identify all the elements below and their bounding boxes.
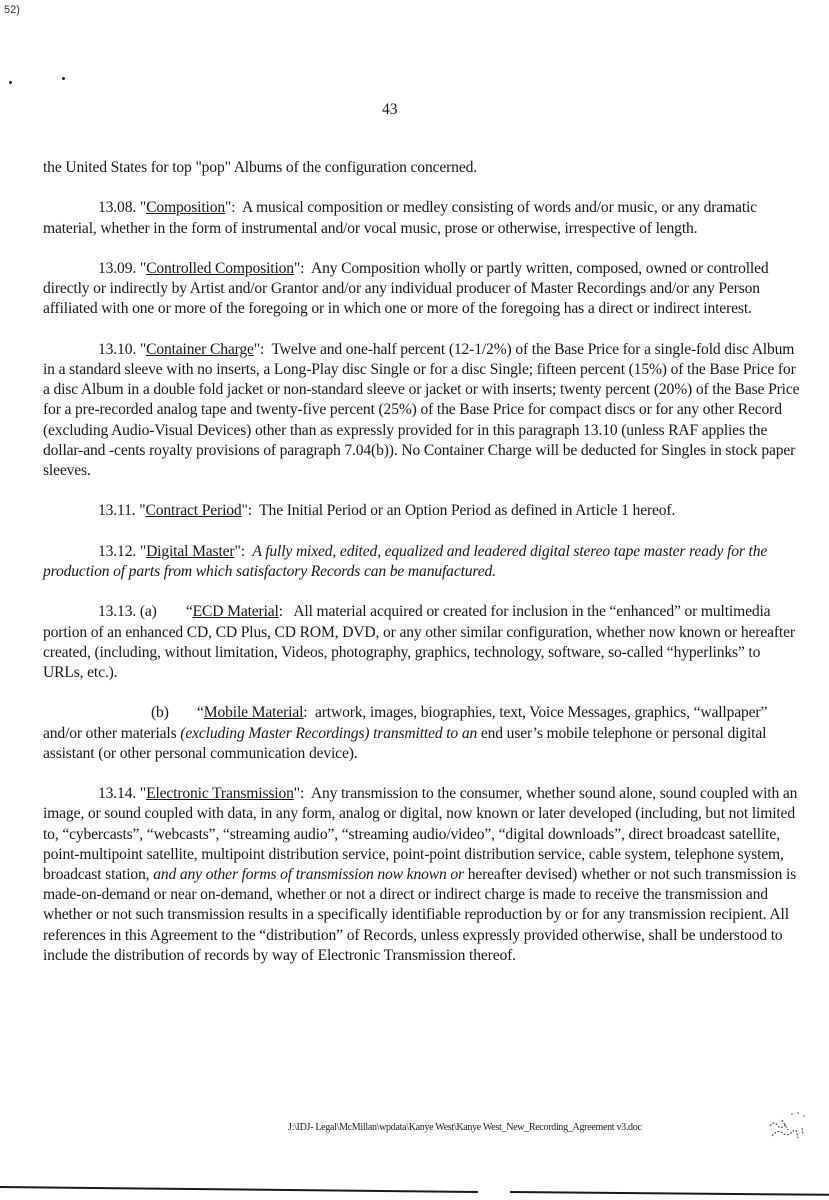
scan-speck bbox=[9, 81, 12, 84]
section-13-08: 13.08. "Composition": A musical composition or medley consisting of words and/or music, or any dramatic material, whether in the form of instrumental and/or vocal music, prose or otherwise, irrespective of length. bbox=[43, 199, 757, 237]
section-number: 13.12. bbox=[98, 542, 137, 560]
page-number: 43 bbox=[382, 101, 398, 118]
section-text: Any transmission to the consumer, whether sound alone, sound coupled with an image, or sound coupled with data, in any form, analog or digital, now known or later developed (including, but not limited to, “cybercasts”, “webcasts”, “streaming audio”, “streaming audio/video”, “digital downloads”, direct broadcast satellite, point-multipoint satellite, multipoint distribution service, point-point distribution service, cable system, telephone system, broadcast station, bbox=[43, 785, 798, 883]
section-text: A musical composition or medley consisting of words and/or music, or any dramatic material, whether in the form of instrumental and/or vocal music, prose or otherwise, irrespective of length. bbox=[43, 199, 757, 237]
section-number: 13.08. bbox=[98, 199, 137, 217]
defined-term: Digital Master bbox=[146, 542, 235, 560]
section-text: The Initial Period or an Option Period as defined in Article 1 hereof. bbox=[259, 502, 676, 520]
section-13-13a: 13.13. (a) “ECD Material: All material acquired or created for inclusion in the “enhanced” or multimedia portion of an enhanced CD, CD Plus, CD ROM, DVD, or any other similar configuration, whether now known or hereafter created, (including, without limitation, Videos, photography, graphics, technology, software, so-called “hyperlinks” to URLs, etc.). bbox=[43, 603, 795, 681]
section-text: A fully mixed, edited, equalized and leadered digital stereo tape master ready for the production of parts from which satisfactory Records can be manufactured. bbox=[43, 542, 768, 580]
section-number: 13.11. bbox=[98, 502, 136, 520]
section-text: Twelve and one-half percent (12-1/2%) of the Base Price for a single-fold disc Album in a standard sleeve with no inserts, a Long-Play disc Single or for a disc Single; fifteen percent (15%) of the Base Price for a disc Album in a double fold jacket or non-standard sleeve or jacket or with inserts; twenty percent (20%) of the Base Price for a pre-recorded analog tape and twenty-five percent (25%) of the Base Price for compact discs or for any other Record (excluding Audio-Visual Devices) other than as expressly provided for in this paragraph 13.10 (unless RAF applies the dollar-and -cents royalty provisions of paragraph 7.04(b)). No Container Charge will be deducted for Singles in stock paper sleeves. bbox=[43, 340, 800, 479]
scan-speck bbox=[62, 77, 65, 80]
section-13-13b: (b) “Mobile Material: artwork, images, biographies, text, Voice Messages, graphics, “wallpaper” and/or other materials (excluding Master Recordings) transmitted to an end user’s mobile telephone or personal digital assistant (or other personal communication device). bbox=[43, 704, 768, 762]
section-13-12: 13.12. "Digital Master": A fully mixed, edited, equalized and leadered digital stereo tape master ready for the production of parts from which satisfactory Records can be manufactured. bbox=[43, 542, 768, 580]
defined-term: Controlled Composition bbox=[146, 259, 294, 277]
footer-file-path: J:\IDJ- Legal\McMillan\wpdata\Kanye West\Kanye West_New_Recording_Agreement v3.doc bbox=[288, 1122, 642, 1133]
section-13-11: 13.11. "Contract Period": The Initial Period or an Option Period as defined in Article 1 hereof. bbox=[98, 502, 676, 520]
subsection-label: (b) bbox=[151, 704, 169, 722]
defined-term: ECD Material bbox=[192, 603, 279, 621]
section-text-italic: (excluding Master Recordings) transmitted to an bbox=[180, 724, 478, 742]
section-text: artwork, images, biographies, text, Voice Messages, graphics, “wallpaper” and/or other materials bbox=[43, 704, 768, 742]
defined-term: Electronic Transmission bbox=[146, 785, 294, 803]
scan-edge-line bbox=[0, 1186, 478, 1193]
section-13-09: 13.09. "Controlled Composition": Any Composition wholly or partly written, composed, owned or controlled directly or indirectly by Artist and/or Grantor and/or any individual producer of Master Recordings and/or any Person affiliated with one or more of the foregoing or in which one or more of the foregoing has a direct or indirect interest. bbox=[43, 259, 769, 318]
section-13-14: 13.14. "Electronic Transmission": Any transmission to the consumer, whether sound alone, sound coupled with an image, or sound coupled with data, in any form, analog or digital, now known or later developed (including, but not limited to, “cybercasts”, “webcasts”, “streaming audio”, “streaming audio/video”, “digital downloads”, direct broadcast satellite, point-multipoint satellite, multipoint distribution service, point-point distribution service, cable system, telephone system, broadcast station, and any other forms of transmission now known or hereafter devised) whether or not such transmission is made-on-demand or near on-demand, whether or not a direct or indirect charge is made to receive the transmission and whether or not such transmission results in a specifically identifiable reproduction by or for any transmission recipient. All references in this Agreement to the “distribution” of Records, unless expressly provided otherwise, shall be understood to include the distribution of records by way of Electronic Transmission thereof. bbox=[43, 785, 798, 964]
section-13-10: 13.10. "Container Charge": Twelve and one-half percent (12-1/2%) of the Base Price for a single-fold disc Album in a standard sleeve with no inserts, a Long-Play disc Single or for a disc Single; fifteen percent (15%) of the Base Price for a disc Album in a double fold jacket or non-standard sleeve or jacket or with inserts; twenty percent (20%) of the Base Price for a pre-recorded analog tape and twenty-five percent (25%) of the Base Price for compact discs or for any other Record (excluding Audio-Visual Devices) other than as expressly provided for in this paragraph 13.10 (unless RAF applies the dollar-and -cents royalty provisions of paragraph 7.04(b)). No Container Charge will be deducted for Singles in stock paper sleeves. bbox=[43, 340, 800, 479]
defined-term: Contract Period bbox=[145, 502, 242, 520]
section-number: 13.14. bbox=[98, 785, 137, 803]
subsection-label: (a) bbox=[139, 603, 157, 621]
section-number: 13.13. bbox=[98, 603, 137, 621]
defined-term: Container Charge bbox=[146, 340, 254, 358]
defined-term: Composition bbox=[146, 199, 225, 217]
defined-term: Mobile Material bbox=[203, 704, 304, 722]
section-text: All material acquired or created for inclusion in the “enhanced” or multimedia portion of an enhanced CD, CD Plus, CD ROM, DVD, or any other similar configuration, whether now known or hereafter created, (including, without limitation, Videos, photography, graphics, technology, software, so-called “hyperlinks” to URLs, etc.). bbox=[43, 603, 795, 681]
scan-edge-line bbox=[510, 1191, 829, 1196]
section-number: 13.10. bbox=[98, 340, 137, 358]
section-text: end user’s mobile telephone or personal digital assistant (or other personal communication device). bbox=[43, 724, 767, 762]
section-number: 13.09. bbox=[98, 259, 137, 277]
document-body bbox=[43, 158, 803, 986]
section-text-italic: and any other forms of transmission now known or bbox=[153, 865, 464, 883]
initials-scribble-icon bbox=[752, 1108, 812, 1148]
section-text: Any Composition wholly or partly written, composed, owned or controlled directly or indirectly by Artist and/or Grantor and/or any individual producer of Master Recordings and/or any Person affiliated with one or more of the foregoing or in which one or more of the foregoing has a direct or indirect interest. bbox=[43, 259, 769, 318]
corner-mark: 52) bbox=[4, 4, 20, 16]
section-text: hereafter devised) whether or not such transmission is made-on-demand or near on-demand, whether or not a direct or indirect charge is made to receive the transmission and whether or not such transmission results in a specifically identifiable reproduction by or for any transmission recipient. All references in this Agreement to the “distribution” of Records, unless expressly provided otherwise, shall be understood to include the distribution of records by way of Electronic Transmission thereof. bbox=[43, 865, 797, 964]
carryover-paragraph: the United States for top "pop" Albums of the configuration concerned. bbox=[43, 159, 477, 176]
